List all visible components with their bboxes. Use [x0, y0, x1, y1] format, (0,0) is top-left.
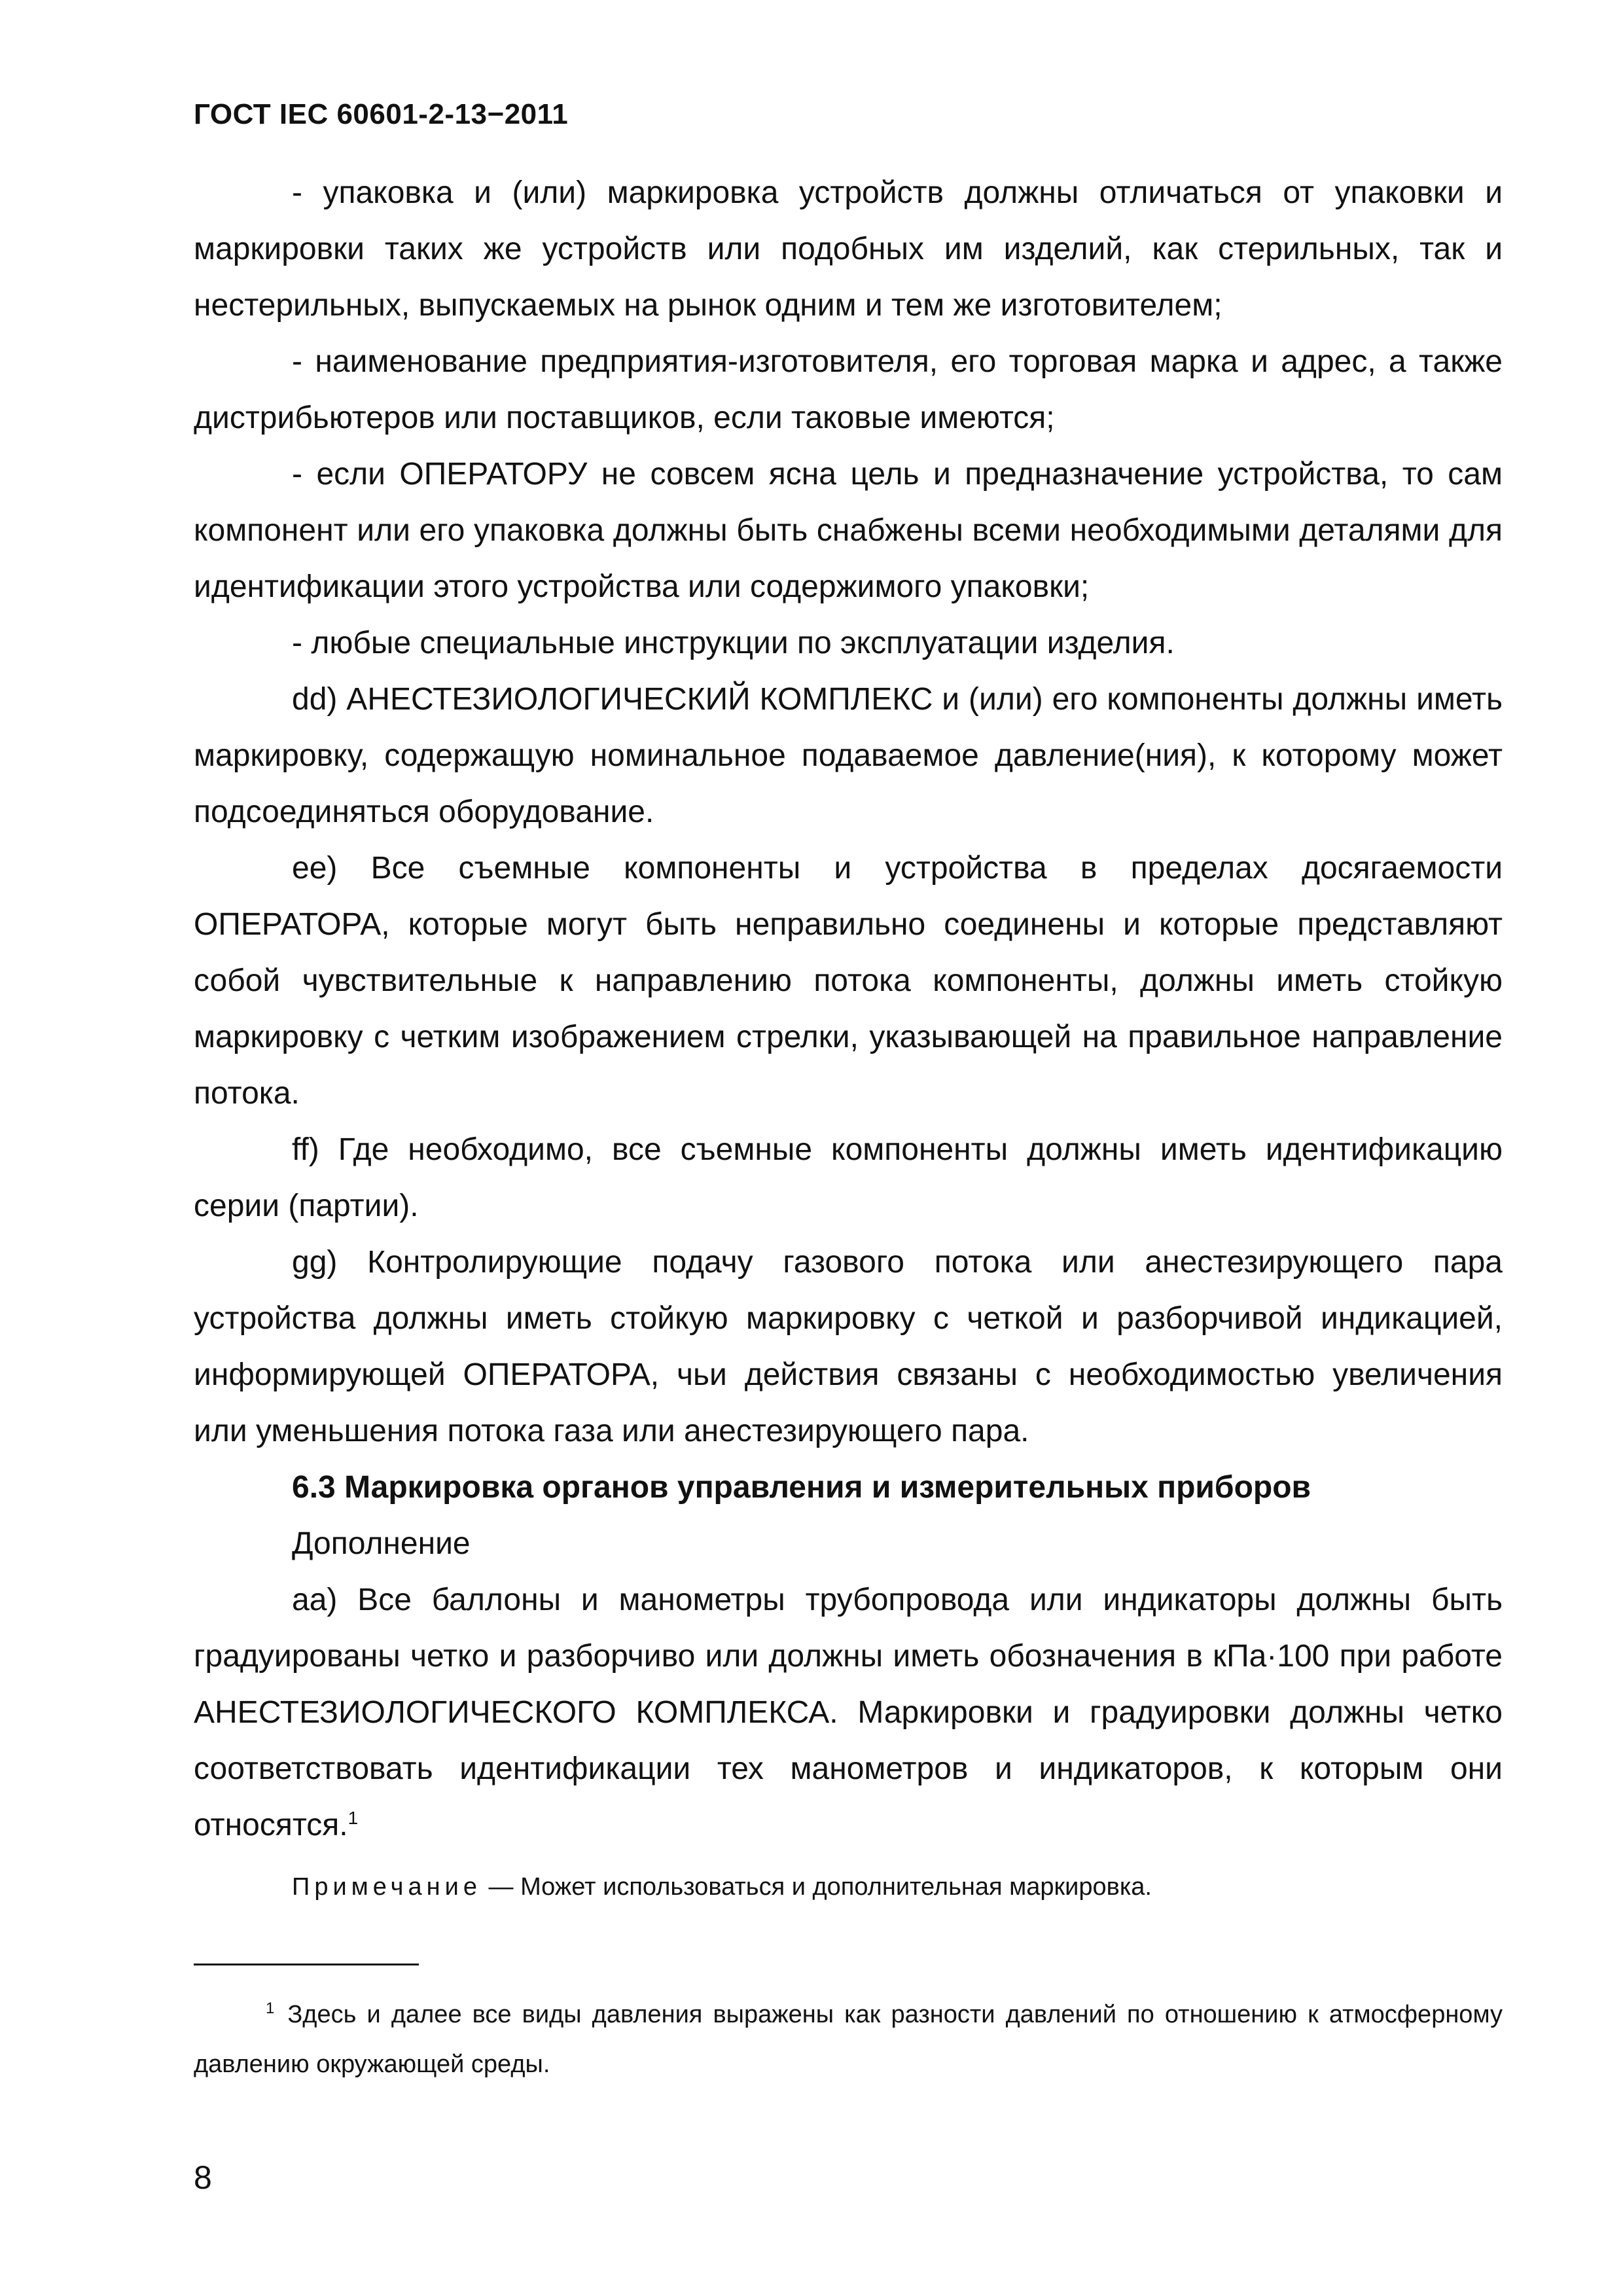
footnote: [194, 1990, 1503, 2089]
document-header: ГОСТ IEC 60601-2-13−2011: [194, 98, 569, 130]
paragraph-aa-text: aa) Все баллоны и манометры трубопровода или индикаторы должны быть градуированы четко и разборчиво или должны иметь обозначения в кПа·100 при работе АНЕСТЕЗИОЛОГИЧЕСКОГО КОМПЛЕКСА. Маркировки и градуировки должны четко соответствовать идентификации тех манометров и индикаторов, к которым они относятся.: [194, 1583, 1503, 1842]
page-number: 8: [194, 2159, 212, 2196]
footnote-divider: [194, 1964, 419, 1965]
note: [292, 1873, 1152, 1901]
body-text: [194, 165, 1503, 1854]
paragraph-special-instructions: - любые специальные инструкции по эксплуатации изделия.: [292, 626, 1175, 660]
note-label: Примечание: [292, 1873, 482, 1901]
section-heading: 6.3 Маркировка органов управления и измерительных приборов: [292, 1470, 1311, 1505]
paragraph-ee: ee) Все съемные компоненты и устройства в пределах досягаемости ОПЕРАТОРА, которые могут быть неправильно соединены и которые представляют собой чувствительные к направлению потока компоненты, должны иметь стойкую маркировку с четким изображением стрелки, указывающей на правильное направление потока.: [194, 851, 1503, 1111]
paragraph-operator-purpose: - если ОПЕРАТОРУ не совсем ясна цель и предназначение устройства, то сам компонент или его упаковка должны быть снабжены всеми необходимыми деталями для идентификации этого устройства или содержимого упаковки;: [194, 457, 1503, 604]
paragraph-dd: dd) АНЕСТЕЗИОЛОГИЧЕСКИЙ КОМПЛЕКС и (или) его компоненты должны иметь маркировку, содержащую номинальное подаваемое давление(ния), к которому может подсоединяться оборудование.: [194, 682, 1503, 829]
footnote-text: Здесь и далее все виды давления выражены как разности давлений по отношению к атмосферному давлению окружающей среды.: [194, 2001, 1503, 2078]
note-text: — Может использоваться и дополнительная маркировка.: [481, 1873, 1152, 1901]
footnote-paragraph: [194, 1990, 1503, 2089]
section-subheading: Дополнение: [292, 1526, 471, 1561]
paragraph-packaging: - упаковка и (или) маркировка устройств должны отличаться от упаковки и маркировки таких же устройств или подобных им изделий, как стерильных, так и нестерильных, выпускаемых на рынок одним и тем же изготовителем;: [194, 175, 1503, 323]
paragraph-ff: ff) Где необходимо, все съемные компоненты должны иметь идентификацию серии (партии).: [194, 1132, 1503, 1223]
paragraph-manufacturer: - наименование предприятия-изготовителя, его торговая марка и адрес, а также дистрибьютеров или поставщиков, если таковые имеются;: [194, 344, 1503, 435]
paragraph-aa: [194, 1572, 1503, 1854]
footnote-marker: 1: [266, 2000, 275, 2018]
footnote-reference[interactable]: 1: [348, 1808, 359, 1828]
paragraph-gg: gg) Контролирующие подачу газового потока или анестезирующего пара устройства должны иметь стойкую маркировку с четкой и разборчивой индикацией, информирующей ОПЕРАТОРА, чьи действия связаны с необходимостью увеличения или уменьшения потока газа или анестезирующего пара.: [194, 1245, 1503, 1448]
